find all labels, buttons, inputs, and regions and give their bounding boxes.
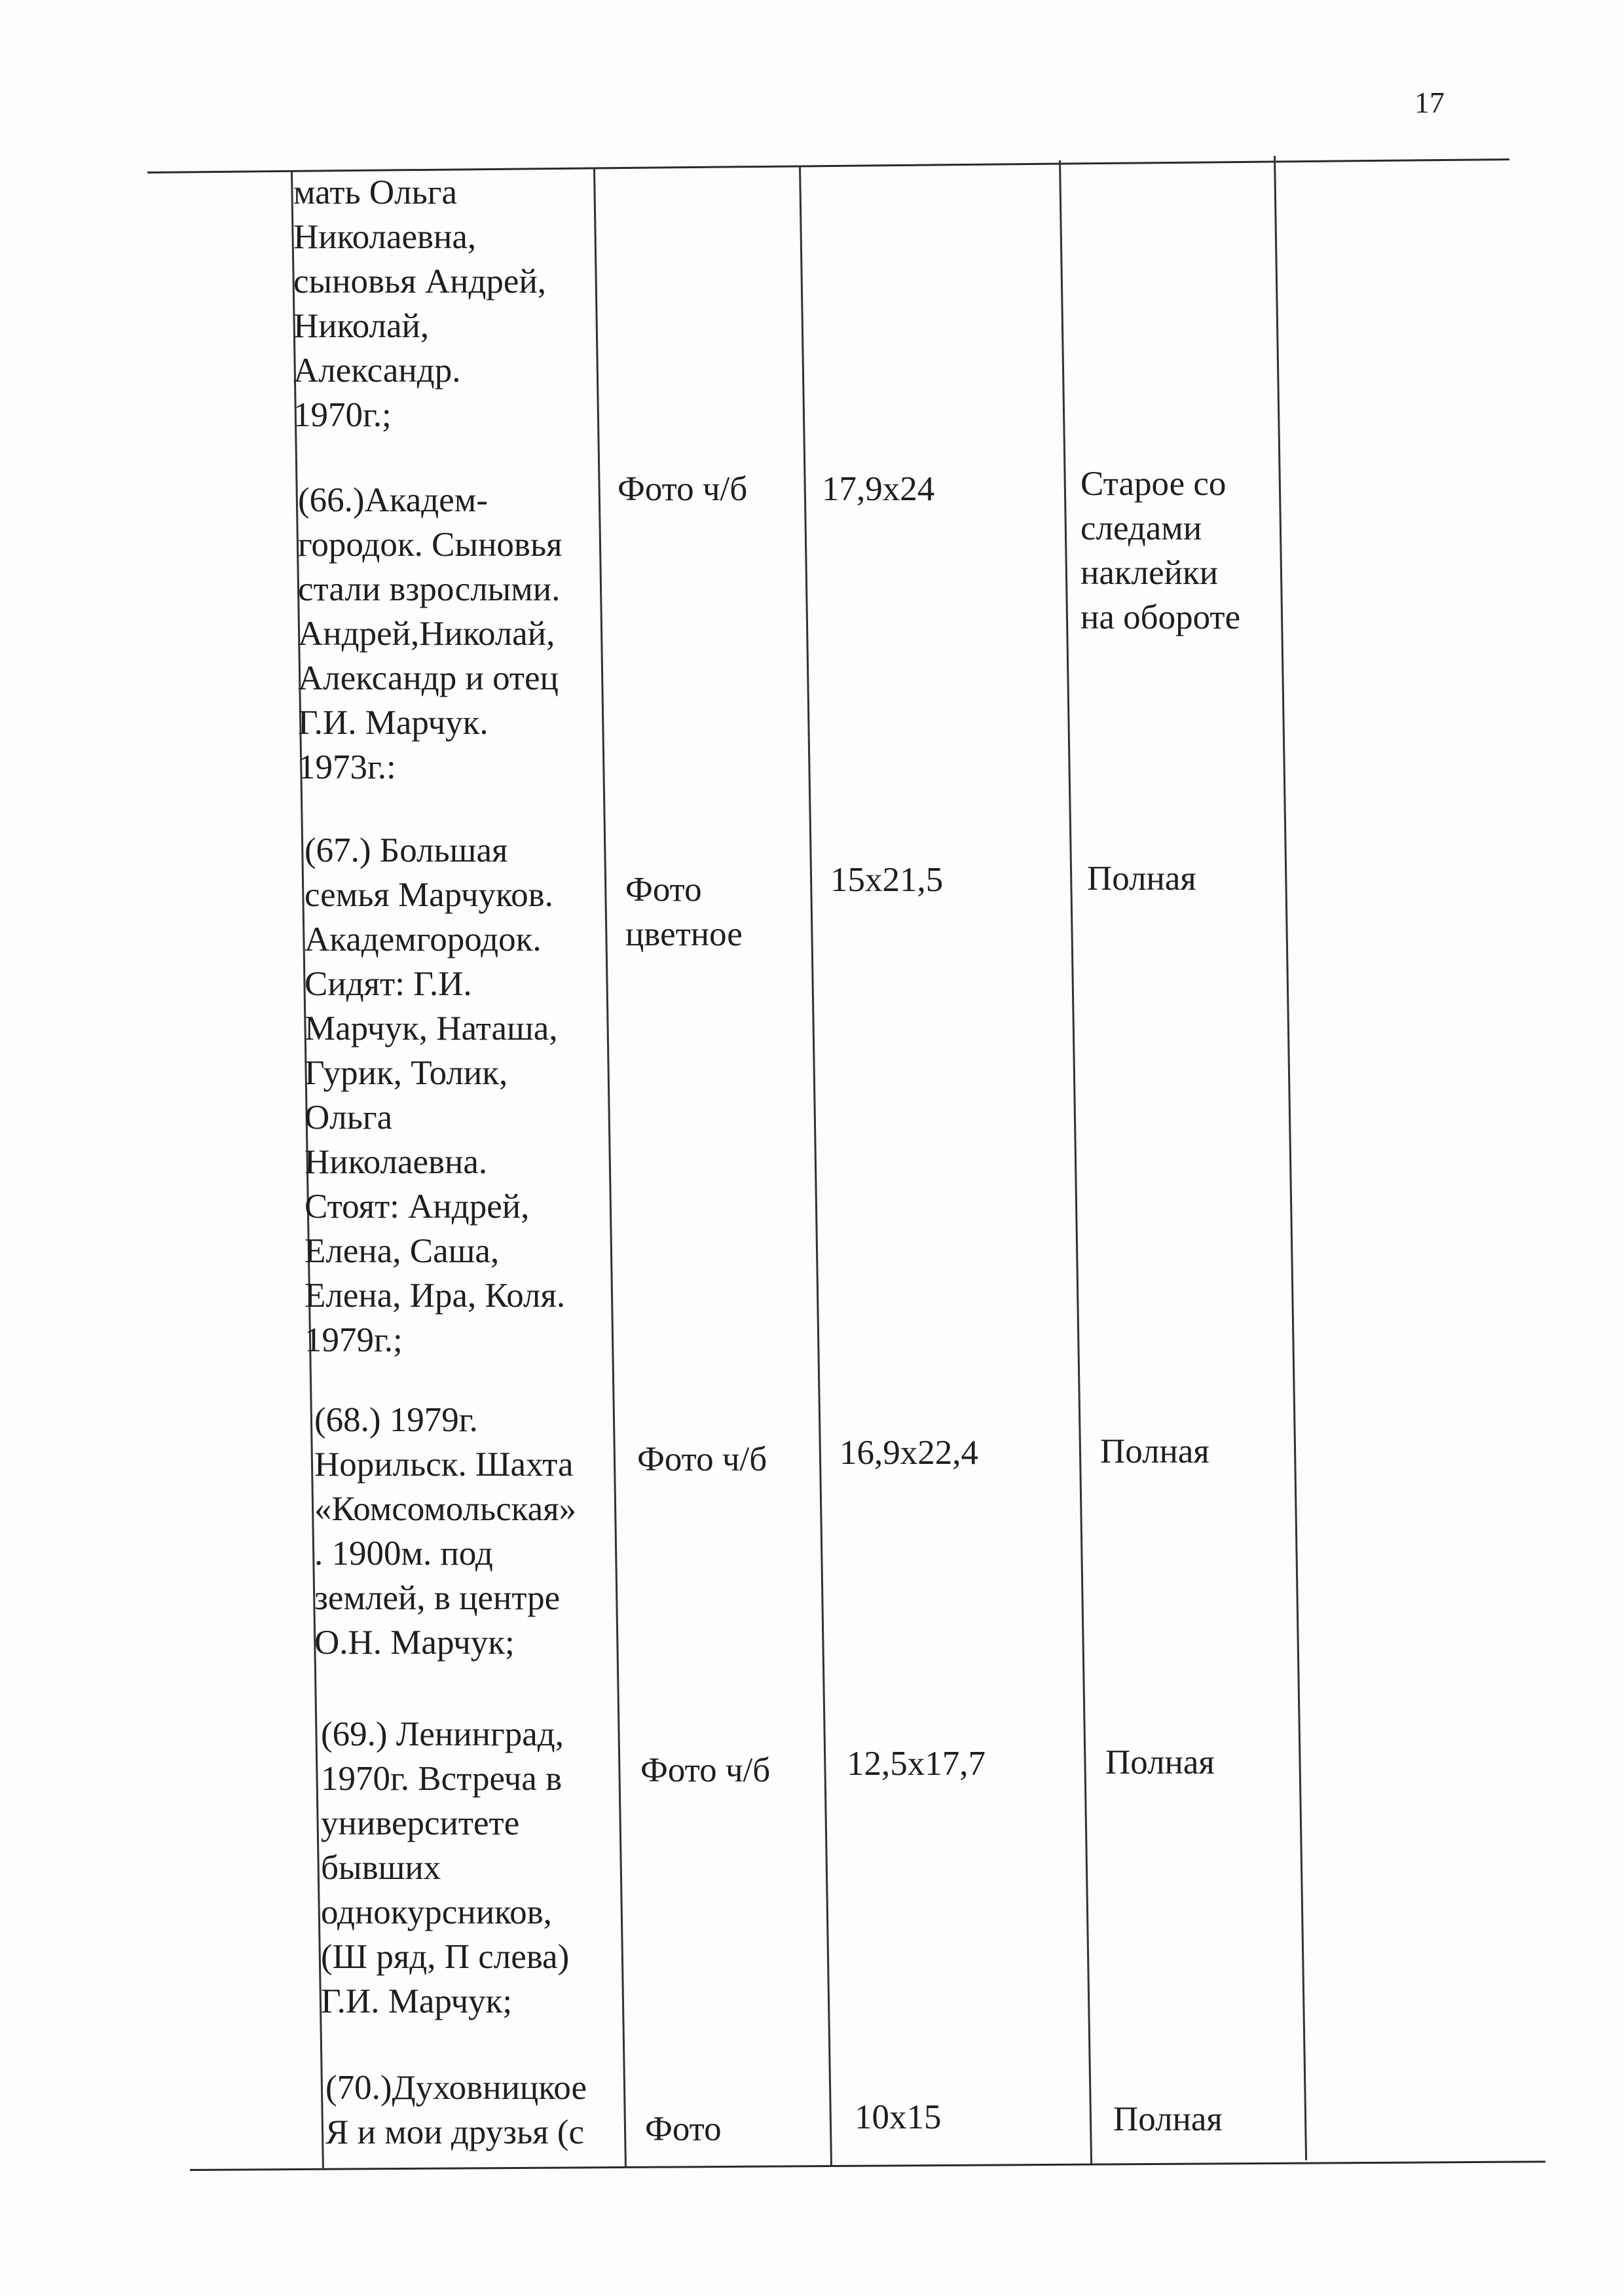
table-row-type: Фото цветное — [625, 871, 743, 953]
table-row-size: 12,5х17,7 — [847, 1745, 986, 1783]
table-bottom-rule — [190, 2160, 1545, 2171]
table-row-size: 17,9х24 — [822, 470, 935, 508]
table-row-condition: Полная — [1113, 2100, 1223, 2138]
column-divider-5 — [1274, 156, 1307, 2160]
table-row-description: мать Ольга Николаевна, сыновья Андрей, Николай, Александр. 1970г.; — [293, 173, 547, 434]
table-row-condition: Полная — [1105, 1743, 1215, 1781]
table-row-size: 15х21,5 — [830, 861, 944, 899]
table-row-description: (67.) Большая семья Марчуков. Академгородок. Сидят: Г.И. Марчук, Наташа, Гурик, Толик, Ольга Николаевна. Стоят: Андрей, Елена, Саша, Елена, Ира, Коля. 1979г.; — [304, 831, 566, 1359]
table-row-type: Фото ч/б — [640, 1751, 771, 1789]
table-row-condition: Полная — [1100, 1432, 1209, 1470]
column-divider-4 — [1059, 160, 1092, 2164]
table-row-condition: Полная — [1087, 860, 1196, 898]
table-row-description: (70.)Духовницкое Я и мои друзья (с — [325, 2069, 587, 2151]
table-row-size: 10х15 — [855, 2098, 942, 2136]
table-row-type: Фото ч/б — [618, 470, 748, 508]
table-row-description: (68.) 1979г. Норильск. Шахта «Комсомольская» . 1900м. под землей, в центре О.Н. Марчук; — [314, 1401, 577, 1662]
column-divider-3 — [799, 166, 832, 2166]
table-row-description: (66.)Академ- городок. Сыновья стали взрослыми. Андрей,Николай, Александр и отец Г.И. Марчук. 1973г.: — [298, 481, 563, 786]
table-row-type: Фото ч/б — [637, 1440, 767, 1478]
table-row-type: Фото — [645, 2110, 722, 2148]
page-number: 17 — [1414, 86, 1445, 119]
table-row-size: 16,9х22,4 — [840, 1434, 978, 1472]
table-row-condition: Старое со следами наклейки на обороте — [1080, 465, 1241, 636]
table-row-description: (69.) Ленинград, 1970г. Встреча в университете бывших однокурсников, (Ш ряд, П слева) Г.И. Марчук; — [321, 1715, 570, 2020]
